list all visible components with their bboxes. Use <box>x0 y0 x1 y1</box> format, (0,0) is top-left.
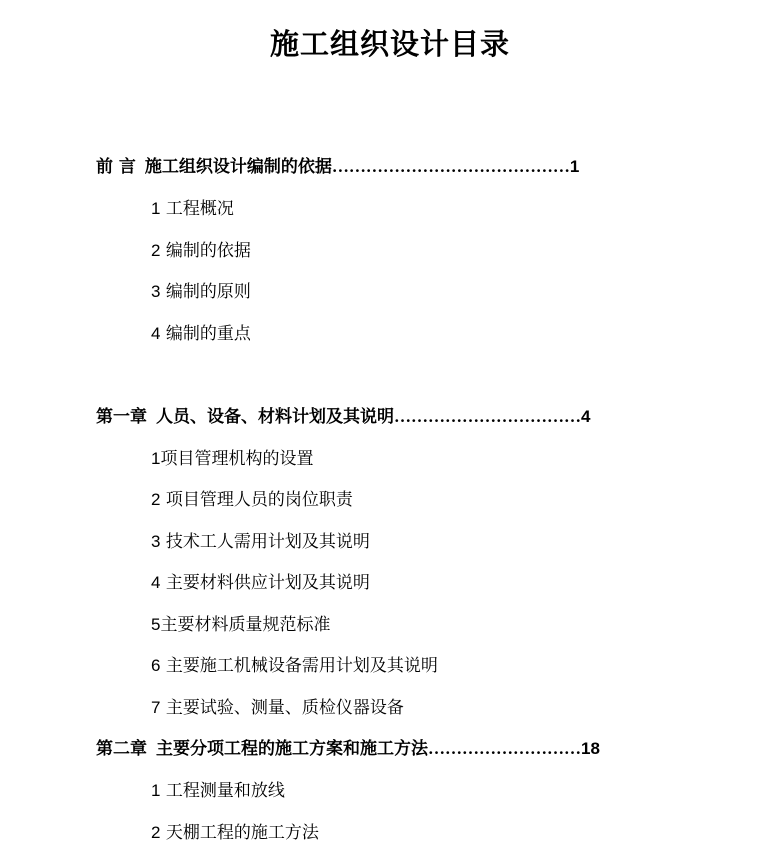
toc-item[interactable] <box>151 780 285 802</box>
toc-item[interactable] <box>151 489 353 511</box>
item-text: 项目管理机构的设置 <box>160 449 314 469</box>
toc-chapter-1[interactable] <box>96 406 590 428</box>
chapter-leader-dots: …………………………… <box>394 407 581 426</box>
item-number: 2 <box>151 823 161 842</box>
toc-item[interactable] <box>151 697 404 719</box>
chapter-leader-dots: …………………………………… <box>331 157 570 176</box>
chapter-leader-dots: ……………………… <box>428 739 581 758</box>
toc-chapter-2[interactable] <box>96 738 600 760</box>
toc-item[interactable] <box>151 281 251 303</box>
item-text: 编制的原则 <box>165 282 251 302</box>
item-number: 1 <box>151 449 161 468</box>
item-number: 3 <box>151 532 161 551</box>
item-number: 6 <box>151 656 161 675</box>
item-text: 工程概况 <box>165 199 234 219</box>
item-number: 1 <box>151 199 161 218</box>
toc-item[interactable] <box>151 614 330 636</box>
item-number: 2 <box>151 490 161 509</box>
item-text: 主要试验、测量、质检仪器设备 <box>165 698 404 718</box>
chapter-label: 前 言 <box>96 157 136 177</box>
item-number: 1 <box>151 781 161 800</box>
toc-item[interactable] <box>151 323 251 345</box>
chapter-title: 人员、设备、材料计划及其说明 <box>156 407 394 427</box>
toc-item[interactable] <box>151 572 370 594</box>
item-text: 技术工人需用计划及其说明 <box>165 532 370 552</box>
toc-item[interactable] <box>151 655 438 677</box>
chapter-page-number: 1 <box>569 157 580 176</box>
chapter-title: 施工组织设计编制的依据 <box>144 157 332 177</box>
chapter-label: 第一章 <box>96 407 147 427</box>
item-text: 主要施工机械设备需用计划及其说明 <box>165 656 438 676</box>
chapter-page-number: 18 <box>581 739 600 758</box>
chapter-title: 主要分项工程的施工方案和施工方法 <box>156 739 428 759</box>
item-number: 7 <box>151 698 161 717</box>
toc-item[interactable] <box>151 448 313 470</box>
chapter-label: 第二章 <box>96 739 147 759</box>
item-number: 4 <box>151 573 161 592</box>
item-text: 项目管理人员的岗位职责 <box>165 490 353 510</box>
item-text: 编制的依据 <box>165 241 251 261</box>
toc-item[interactable] <box>151 198 234 220</box>
item-text: 主要材料质量规范标准 <box>160 615 331 635</box>
item-number: 5 <box>151 615 161 634</box>
item-number: 4 <box>151 324 161 343</box>
item-text: 编制的重点 <box>165 324 251 344</box>
toc-item[interactable] <box>151 240 251 262</box>
toc-chapter-preface[interactable] <box>96 156 579 178</box>
item-text: 工程测量和放线 <box>165 781 285 801</box>
toc-item[interactable] <box>151 822 319 844</box>
item-number: 2 <box>151 241 161 260</box>
item-number: 3 <box>151 282 161 301</box>
chapter-page-number: 4 <box>581 407 591 426</box>
item-text: 主要材料供应计划及其说明 <box>165 573 370 593</box>
toc-item[interactable] <box>151 531 370 553</box>
document-title: 施工组织设计目录 <box>269 27 510 61</box>
item-text: 天棚工程的施工方法 <box>165 823 319 843</box>
